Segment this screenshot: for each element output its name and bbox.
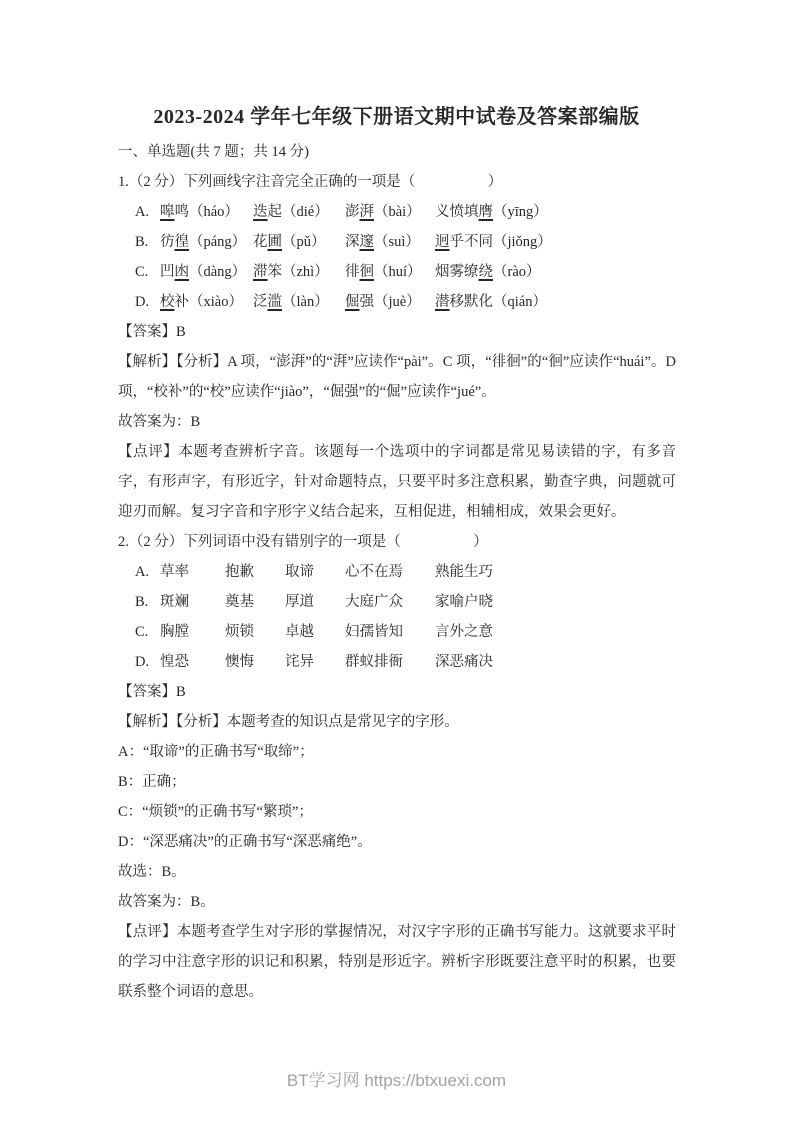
- underlined-character: 校: [160, 294, 175, 310]
- page-title: 2023-2024 学年七年级下册语文期中试卷及答案部编版: [153, 106, 640, 128]
- option-label: A.: [135, 204, 150, 220]
- underlined-character: 倔: [345, 294, 360, 310]
- option-label: C.: [135, 624, 149, 640]
- word-with-pinyin: [345, 197, 435, 227]
- plain-character: 义愤填: [435, 204, 479, 220]
- word-with-pinyin: [160, 257, 253, 287]
- pinyin: （jiǒng）: [493, 234, 552, 250]
- underlined-character: 滞: [253, 264, 268, 280]
- option-label: D.: [135, 294, 150, 310]
- question-2-stem: 2.（2 分）下列词语中没有错别字的一项是（ ）: [118, 534, 488, 550]
- option-word: 心不在焉: [345, 564, 403, 580]
- pinyin: （rào）: [493, 264, 541, 280]
- pinyin: （páng）: [189, 234, 247, 250]
- word-with-pinyin: [160, 287, 253, 317]
- question-1-conclusion: 故答案为：B: [118, 414, 201, 430]
- option-label: B.: [135, 594, 149, 610]
- plain-character: 起: [267, 204, 282, 220]
- option-word: 草率: [160, 564, 189, 580]
- question-1-options: [118, 197, 676, 317]
- question-2-options: [118, 557, 676, 677]
- pinyin: （huí）: [374, 264, 422, 280]
- option-word: 奠基: [225, 594, 254, 610]
- pinyin: （làn）: [282, 294, 329, 310]
- plain-character: 乎不同: [449, 234, 493, 250]
- word-with-pinyin: [435, 257, 541, 287]
- option-word: 深恶痛决: [435, 654, 493, 670]
- option-word: 群蚁排衙: [345, 654, 403, 670]
- option-row: [135, 647, 676, 677]
- option-label: D.: [135, 654, 150, 670]
- question-1-answer: 【答案】B: [118, 324, 186, 340]
- option-row: [135, 227, 676, 257]
- option-word: 妇孺皆知: [345, 624, 403, 640]
- underlined-character: 徊: [359, 264, 374, 280]
- word-with-pinyin: [345, 227, 435, 257]
- underlined-character: 迭: [253, 204, 268, 220]
- pinyin: （qián）: [493, 294, 547, 310]
- question-1-stem: 1.（2 分）下列画线字注音完全正确的一项是（ ）: [118, 174, 503, 190]
- question-2-comment: 【点评】本题考查学生对字形的掌握情况，对汉字字形的正确书写能力。这就要求平时的学习中注意字形的识记和积累，特别是形近字。辨析字形既要注意平时的积累，也要联系整个词语的意思。: [118, 924, 676, 1000]
- plain-character: 徘: [345, 264, 360, 280]
- question-2-analysis-item-b: B：正确；: [118, 774, 186, 790]
- word-with-pinyin: [435, 197, 548, 227]
- word-with-pinyin: [253, 287, 345, 317]
- option-word: 取谛: [285, 564, 314, 580]
- pinyin: （xiào）: [189, 294, 243, 310]
- option-word: 诧异: [285, 654, 314, 670]
- plain-character: 移默化: [449, 294, 493, 310]
- watermark-footer: [0, 1066, 793, 1091]
- pinyin: （juè）: [374, 294, 421, 310]
- question-2-conclusion-select: 故选：B。: [118, 864, 186, 880]
- option-word: 抱歉: [225, 564, 254, 580]
- pinyin: （pǔ）: [282, 234, 326, 250]
- option-word: 斑斓: [160, 594, 189, 610]
- word-with-pinyin: [253, 197, 345, 227]
- footer-site-url: BT学习网 https://btxuexi.com: [286, 1071, 507, 1090]
- option-word: 厚道: [285, 594, 314, 610]
- option-row: [135, 617, 676, 647]
- underlined-character: 迥: [435, 234, 450, 250]
- question-1-comment: 【点评】本题考查辨析字音。该题每一个选项中的字词都是常见易读错的字，有多音字，有形声字，有形近字，针对命题特点，只要平时多注意积累，勤查字典，问题就可迎刃而解。复习字音和字形字义结合起来，互相促进，相辅相成，效果会更好。: [118, 444, 676, 520]
- underlined-character: 嗥: [160, 204, 175, 220]
- word-with-pinyin: [345, 287, 435, 317]
- pinyin: （háo）: [189, 204, 239, 220]
- option-word: 熟能生巧: [435, 564, 493, 580]
- underlined-character: 湃: [359, 204, 374, 220]
- option-row: [135, 197, 676, 227]
- plain-character: 烟雾缭: [435, 264, 479, 280]
- question-2-analysis-intro: 【解析】【分析】本题考查的知识点是常见字的字形。: [118, 714, 459, 730]
- option-word: 胸膛: [160, 624, 189, 640]
- question-2-conclusion-answer: 故答案为：B。: [118, 894, 215, 910]
- option-row: [135, 587, 676, 617]
- option-row: [135, 257, 676, 287]
- option-word: 家喻户晓: [435, 594, 493, 610]
- question-2-analysis-item-c: C：“烦锁”的正确书写“繁琐”；: [118, 804, 313, 820]
- plain-character: 澎: [345, 204, 360, 220]
- pinyin: （bài）: [374, 204, 421, 220]
- section-heading: 一、单选题(共 7 题；共 14 分): [118, 144, 309, 160]
- pinyin: （dàng）: [189, 264, 247, 280]
- plain-character: 深: [345, 234, 360, 250]
- question-2-analysis-item-a: A：“取谛”的正确书写“取缔”；: [118, 744, 314, 760]
- word-with-pinyin: [253, 257, 345, 287]
- word-with-pinyin: [345, 257, 435, 287]
- option-row: [135, 287, 676, 317]
- word-with-pinyin: [160, 227, 253, 257]
- word-with-pinyin: [253, 227, 345, 257]
- plain-character: 强: [359, 294, 374, 310]
- underlined-character: 膺: [478, 204, 493, 220]
- pinyin: （dié）: [282, 204, 329, 220]
- word-with-pinyin: [160, 197, 253, 227]
- question-2-answer: 【答案】B: [118, 684, 186, 700]
- plain-character: 花: [253, 234, 268, 250]
- document-body: [118, 137, 676, 1007]
- plain-character: 彷: [160, 234, 175, 250]
- plain-character: 鸣: [174, 204, 189, 220]
- plain-character: 凹: [160, 264, 175, 280]
- underlined-character: 凼: [174, 264, 189, 280]
- option-label: B.: [135, 234, 149, 250]
- option-row: [135, 557, 676, 587]
- underlined-character: 邃: [359, 234, 374, 250]
- underlined-character: 滥: [267, 294, 282, 310]
- option-word: 大庭广众: [345, 594, 403, 610]
- option-word: 卓越: [285, 624, 314, 640]
- option-word: 言外之意: [435, 624, 493, 640]
- underlined-character: 潜: [435, 294, 450, 310]
- pinyin: （suì）: [374, 234, 420, 250]
- plain-character: 补: [174, 294, 189, 310]
- pinyin: （zhì）: [282, 264, 329, 280]
- plain-character: 笨: [267, 264, 282, 280]
- word-with-pinyin: [435, 227, 552, 257]
- option-word: 烦锁: [225, 624, 254, 640]
- word-with-pinyin: [435, 287, 547, 317]
- question-1-analysis: 【解析】【分析】A 项，“澎湃”的“湃”应读作“pài”。C 项，“徘徊”的“徊”应读作“huái”。D 项，“校补”的“校”应读作“jiào”，“倔强”的“倔”应读作“jué”。: [118, 354, 676, 400]
- option-word: 懊悔: [225, 654, 254, 670]
- underlined-character: 徨: [174, 234, 189, 250]
- option-label: A.: [135, 564, 150, 580]
- pinyin: （yīng）: [493, 204, 548, 220]
- question-2-analysis-item-d: D：“深恶痛决”的正确书写“深恶痛绝”。: [118, 834, 372, 850]
- option-word: 惶恐: [160, 654, 189, 670]
- underlined-character: 圃: [267, 234, 282, 250]
- underlined-character: 绕: [478, 264, 493, 280]
- option-label: C.: [135, 264, 149, 280]
- plain-character: 泛: [253, 294, 268, 310]
